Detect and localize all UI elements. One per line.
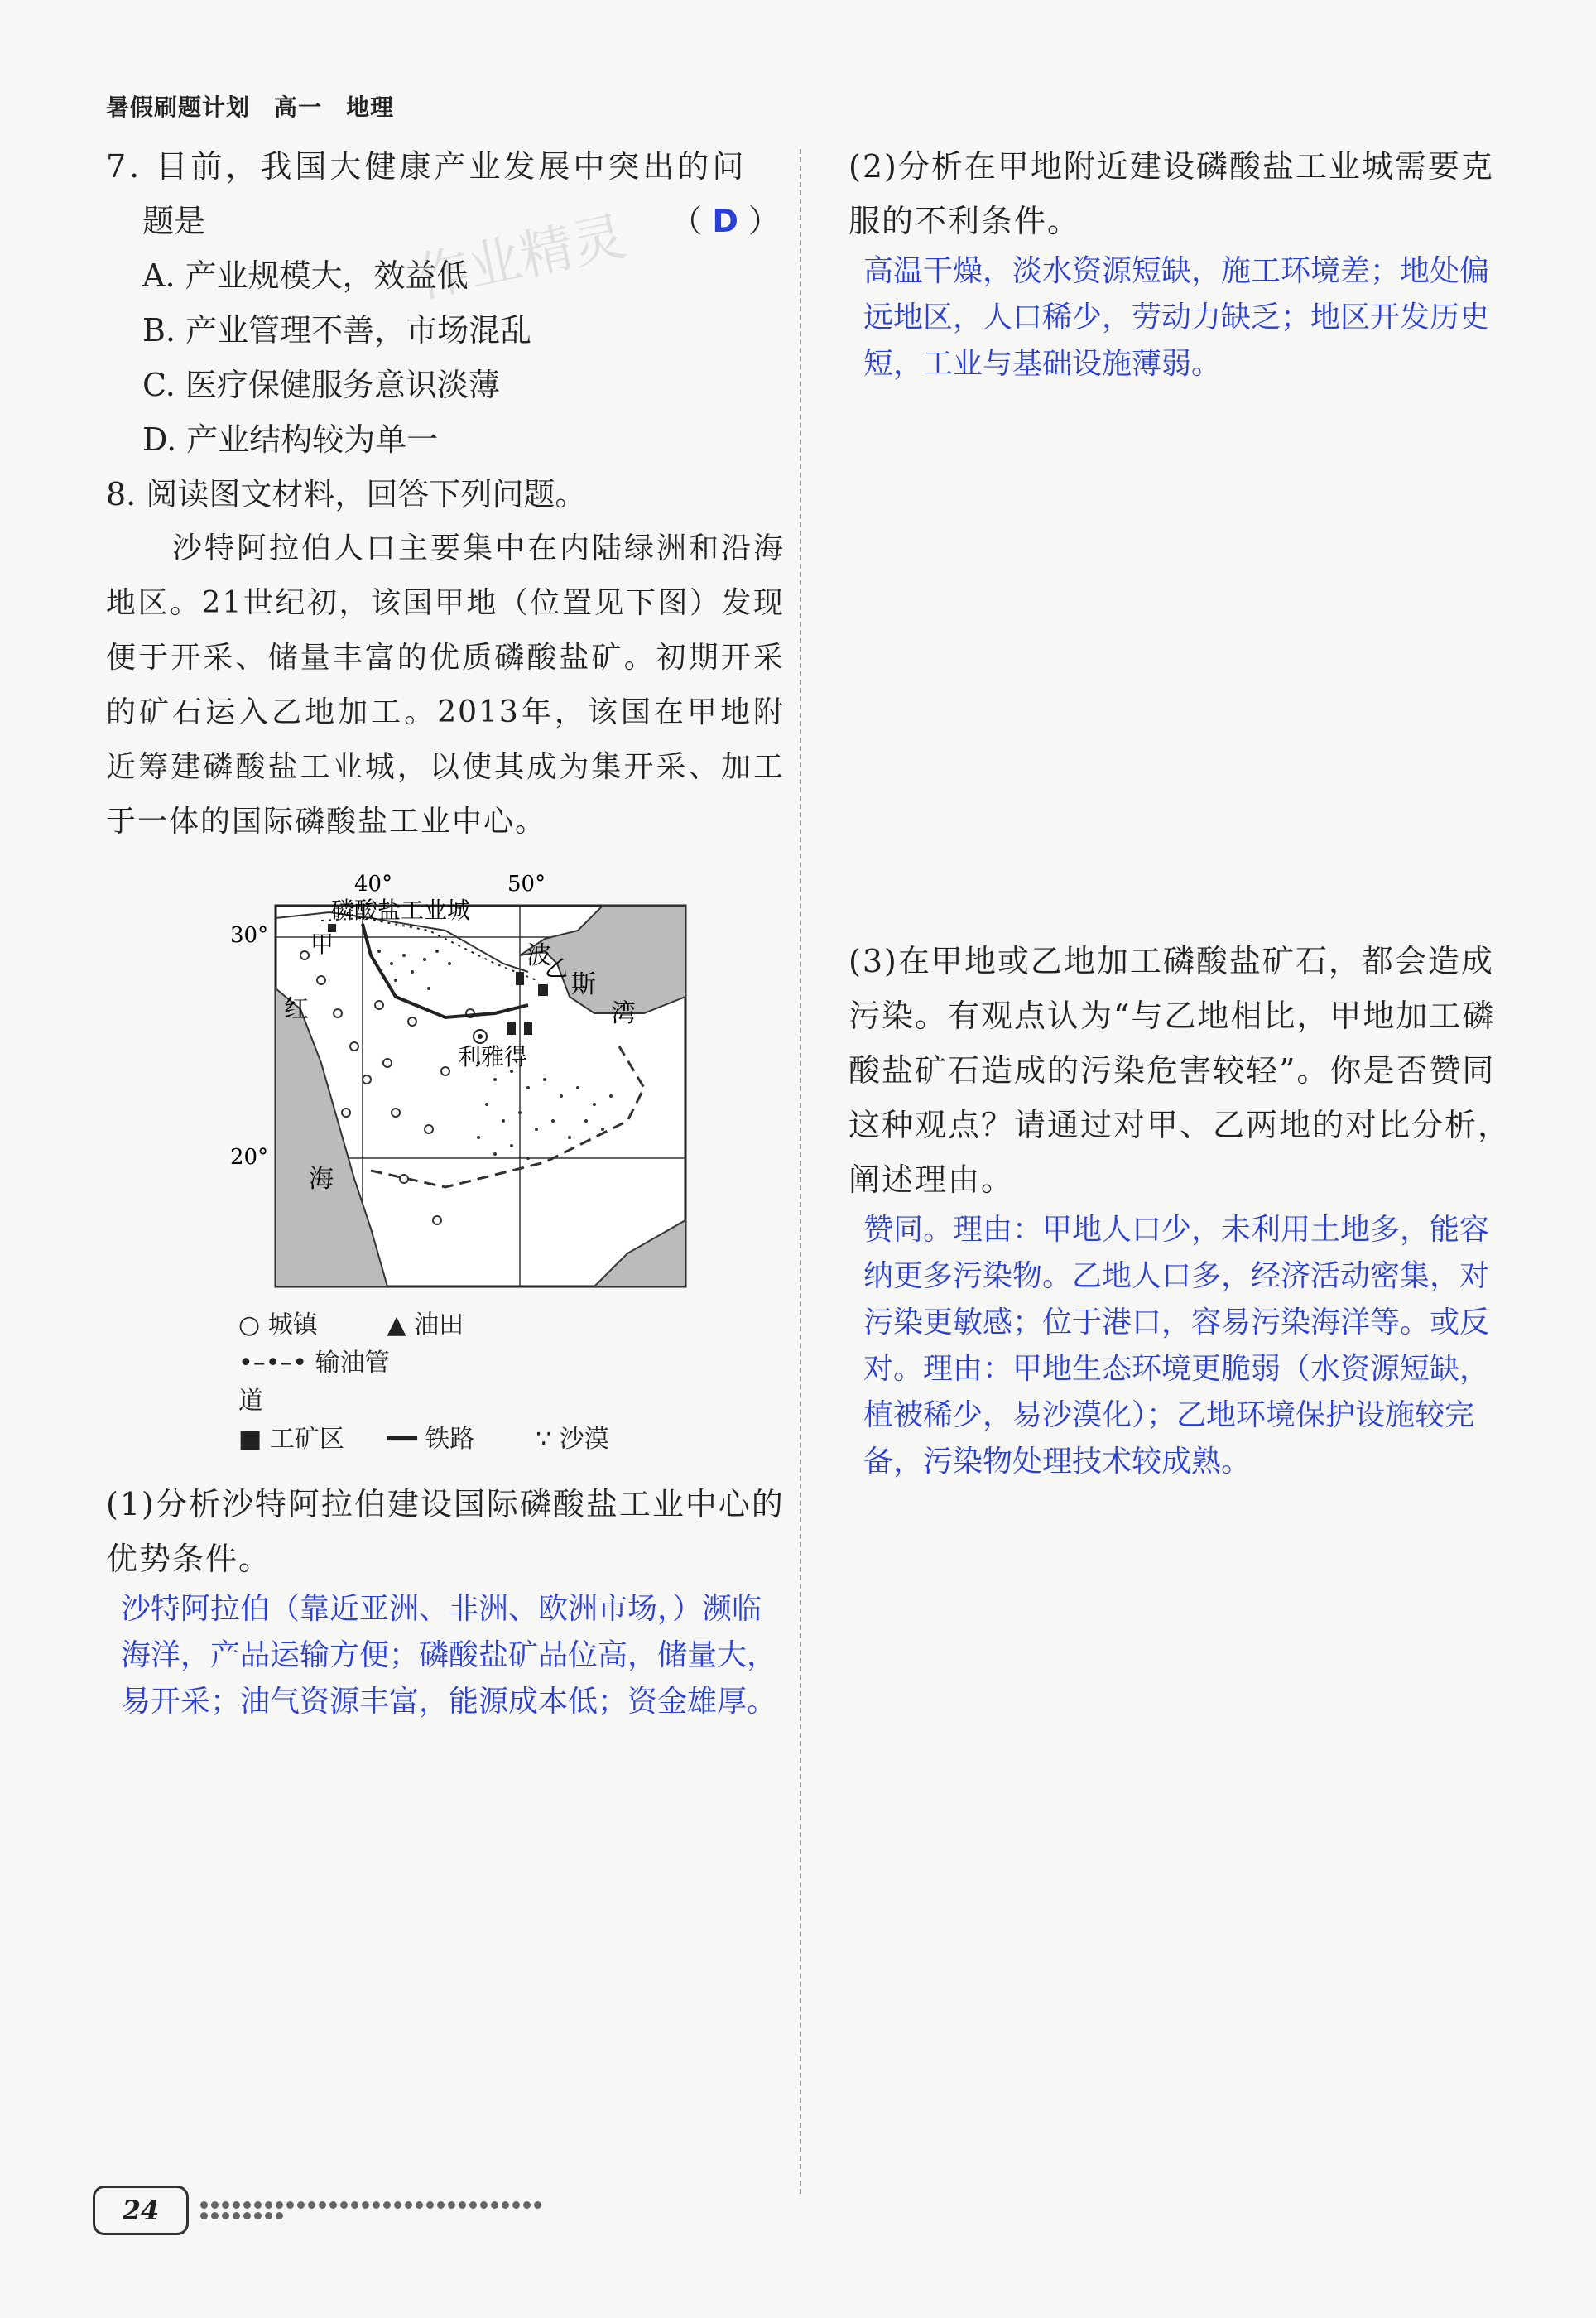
question-8 bbox=[106, 467, 785, 1725]
legend-pipeline-label: 输油管道 bbox=[238, 1349, 390, 1416]
legend-mine: ■ 工矿区 bbox=[238, 1425, 344, 1454]
footer-dots bbox=[200, 2201, 548, 2219]
legend-desert: ∵ 沙漠 bbox=[536, 1425, 609, 1454]
q7-option-d: D. 产业结构较为单一 bbox=[142, 421, 439, 458]
q8-sub1-answer: 沙特阿拉伯（靠近亚洲、非洲、欧洲市场，）濒临海洋，产品运输方便；磷酸盐矿品位高，储量大，易开采；油气资源丰富，能源成本低；资金雄厚。 bbox=[121, 1592, 777, 1719]
q8-sub2-answer: 高温干燥，淡水资源短缺，施工环境差；地处偏远地区，人口稀少，劳动力缺乏；地区开发历史短，工业与基础设施薄弱。 bbox=[863, 254, 1490, 381]
q8-sub3-question: (3)在甲地或乙地加工磷酸盐矿石，都会造成污染。有观点认为“与乙地相比，甲地加工磷酸盐矿石造成的污染危害较轻”。你是否赞同这种观点？请通过对甲、乙两地的对比分析，阐述理由。 bbox=[848, 943, 1512, 1198]
page-number: 24 bbox=[93, 2186, 189, 2235]
phosphate-city-label: 磷酸盐工业城 bbox=[331, 897, 471, 924]
q8-sub3-answer: 赞同。理由：甲地人口少，未利用土地多，能容纳更多污染物。乙地人口多，经济活动密集，对污染更敏感；位于港口，容易污染海洋等。或反对。理由：甲地生态环境更脆弱（水资源短缺，植被稀少，易沙漠化）；乙地环境保护设施较完备，污染物处理技术较成熟。 bbox=[863, 1213, 1490, 1479]
column-divider bbox=[800, 149, 801, 2194]
wan-label: 湾 bbox=[611, 999, 636, 1028]
left-column bbox=[106, 139, 785, 1725]
q7-answer: D bbox=[712, 203, 738, 239]
si-label: 斯 bbox=[571, 970, 596, 999]
right-column bbox=[848, 139, 1511, 1485]
lat-30-label: 30° bbox=[230, 923, 269, 948]
bo-label: 波 bbox=[526, 941, 551, 970]
saudi-map bbox=[230, 873, 694, 1459]
riyadh-label: 利雅得 bbox=[458, 1043, 528, 1070]
lat-20-label: 20° bbox=[230, 1145, 269, 1170]
jia-label: 甲 bbox=[310, 931, 334, 958]
answer-space bbox=[848, 387, 1511, 934]
q8-sub1-question: (1)分析沙特阿拉伯建设国际磷酸盐工业中心的优势条件。 bbox=[106, 1486, 785, 1577]
q7-option-c: C. 医疗保健服务意识淡薄 bbox=[142, 367, 500, 403]
legend-town: ○ 城镇 bbox=[238, 1310, 318, 1339]
q7-stem-line1: 7. 目前，我国大健康产业发展中突出的问 bbox=[106, 148, 748, 185]
map-svg bbox=[230, 873, 694, 1303]
q8-material: 沙特阿拉伯人口主要集中在内陆绿洲和沿海地区。21世纪初，该国甲地（位置见下图）发现便于开采、储量丰富的优质磷酸盐矿。初期开采的矿石运入乙地加工。2013年，该国在甲地附近筹建磷酸盐工业城，以使其成为集开采、加工于一体的国际磷酸盐工业中心。 bbox=[106, 531, 785, 839]
watermark: 作业精灵 bbox=[411, 206, 632, 310]
question-7 bbox=[106, 139, 785, 467]
lon-40-label: 40° bbox=[354, 873, 393, 897]
lon-50-label: 50° bbox=[507, 873, 546, 897]
q7-stem-text: 题是 bbox=[142, 203, 206, 239]
hai-label: 海 bbox=[309, 1165, 334, 1194]
q7-answer-paren: （ D ） bbox=[671, 203, 780, 239]
legend-mine-label: 工矿区 bbox=[269, 1425, 344, 1454]
q8-stem: 8. 阅读图文材料，回答下列问题。 bbox=[106, 476, 587, 512]
legend-desert-label: 沙漠 bbox=[559, 1425, 609, 1454]
map-legend bbox=[238, 1306, 694, 1459]
q7-option-b: B. 产业管理不善，市场混乱 bbox=[142, 312, 532, 349]
riyadh-marker-dot bbox=[478, 1034, 483, 1039]
legend-pipeline: •–•–• 输油管道 bbox=[238, 1349, 390, 1416]
legend-town-label: 城镇 bbox=[267, 1310, 318, 1339]
legend-oilfield-label: 油田 bbox=[414, 1310, 464, 1339]
q7-stem-line2 bbox=[106, 194, 785, 248]
yi-mine-marker bbox=[538, 984, 548, 996]
legend-railway-label: 铁路 bbox=[425, 1425, 475, 1454]
q7-option-a: A. 产业规模大，效益低 bbox=[142, 257, 469, 294]
page-header: 暑假刷题计划 高一 地理 bbox=[106, 94, 395, 121]
legend-railway: ━━ 铁路 bbox=[387, 1425, 475, 1454]
legend-oilfield: ▲ 油田 bbox=[387, 1310, 464, 1339]
hong-label: 红 bbox=[284, 995, 309, 1024]
page-footer bbox=[93, 2186, 548, 2235]
yi-label: 乙 bbox=[545, 955, 569, 982]
q8-sub2-question: (2)分析在甲地附近建设磷酸盐工业城需要克服的不利条件。 bbox=[848, 148, 1494, 239]
